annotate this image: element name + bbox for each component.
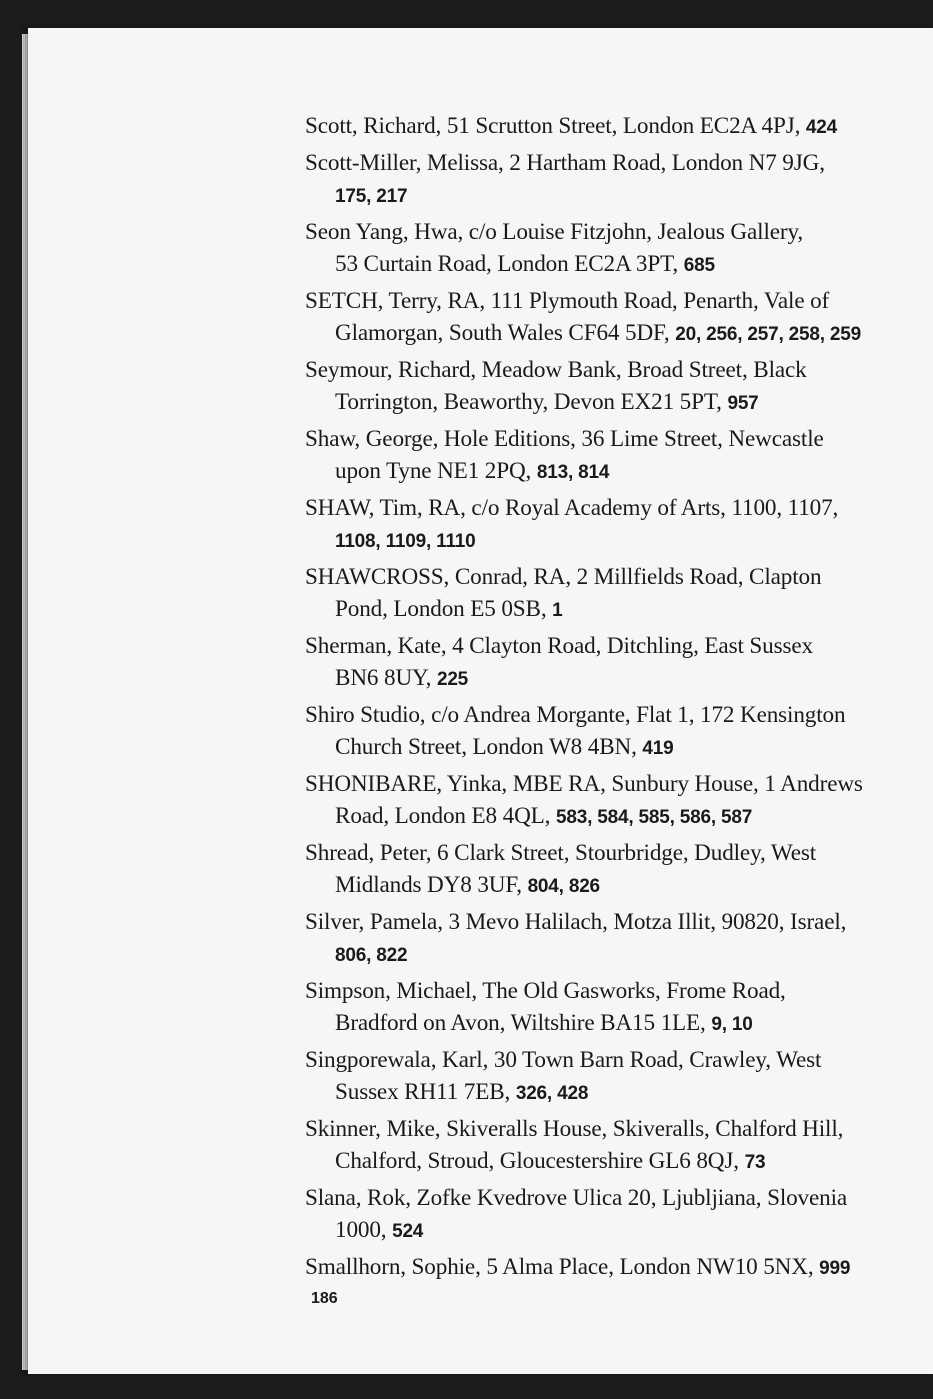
entry-text: SHONIBARE, Yinka, MBE RA, Sunbury House, 1 Andrews bbox=[305, 770, 863, 797]
index-entry bbox=[305, 630, 905, 697]
index-entry bbox=[305, 1044, 905, 1111]
index-entry bbox=[305, 147, 905, 214]
entry-page-numbers: 419 bbox=[642, 738, 674, 759]
entry-page-numbers: 424 bbox=[805, 117, 837, 138]
entry-text: Scott-Miller, Melissa, 2 Hartham Road, London N7 9JG, bbox=[305, 149, 825, 176]
entry-text: 1000, bbox=[335, 1217, 393, 1243]
index-entry bbox=[305, 110, 905, 145]
entry-text: Shaw, George, Hole Editions, 36 Lime Street, Newcastle bbox=[305, 425, 824, 452]
entry-text: Scott, Richard, 51 Scrutton Street, London EC2A 4PJ, bbox=[305, 113, 806, 139]
entry-text: Skinner, Mike, Skiveralls House, Skiveralls, Chalford Hill, bbox=[305, 1115, 844, 1142]
entry-text: Road, London E8 4QL, bbox=[335, 803, 556, 829]
index-entry bbox=[305, 1113, 905, 1180]
entry-page-numbers: 20, 256, 257, 258, 259 bbox=[675, 324, 862, 345]
entry-page-numbers: 813, 814 bbox=[536, 462, 610, 483]
entry-page-numbers: 175, 217 bbox=[335, 186, 408, 207]
entry-text: Sherman, Kate, 4 Clayton Road, Ditchling, East Sussex bbox=[305, 632, 813, 659]
entry-page-numbers: 225 bbox=[436, 669, 469, 690]
entry-text: Glamorgan, South Wales CF64 5DF, bbox=[335, 320, 676, 346]
entry-text: Church Street, London W8 4BN, bbox=[335, 734, 643, 760]
entry-text: 53 Curtain Road, London EC2A 3PT, bbox=[335, 251, 684, 277]
entry-text: Silver, Pamela, 3 Mevo Halilach, Motza Illit, 90820, Israel, bbox=[305, 908, 847, 935]
entry-text: SETCH, Terry, RA, 111 Plymouth Road, Penarth, Vale of bbox=[305, 287, 830, 314]
entry-text: SHAWCROSS, Conrad, RA, 2 Millfields Road, Clapton bbox=[305, 563, 822, 590]
entry-page-numbers: 685 bbox=[683, 255, 715, 276]
entry-text: Slana, Rok, Zofke Kvedrove Ulica 20, Ljubljiana, Slovenia bbox=[305, 1184, 848, 1211]
index-entry bbox=[305, 1182, 905, 1249]
index-entry bbox=[305, 837, 905, 904]
entry-page-numbers: 806, 822 bbox=[335, 945, 408, 966]
index-entry bbox=[305, 906, 905, 973]
index-entry bbox=[305, 492, 905, 559]
entry-page-numbers: 9, 10 bbox=[711, 1014, 753, 1035]
entry-text: Shread, Peter, 6 Clark Street, Stourbridge, Dudley, West bbox=[305, 839, 817, 866]
entry-text: Torrington, Beaworthy, Devon EX21 5PT, bbox=[335, 389, 728, 415]
entry-page-numbers: 1 bbox=[552, 600, 563, 621]
index-entry bbox=[305, 1251, 905, 1286]
index-entry bbox=[305, 561, 905, 628]
entry-text: Shiro Studio, c/o Andrea Morgante, Flat 1, 172 Kensington bbox=[305, 701, 846, 728]
index-entry-list bbox=[305, 110, 905, 1287]
index-entry bbox=[305, 975, 905, 1042]
entry-text: BN6 8UY, bbox=[335, 665, 437, 691]
entry-page-numbers: 524 bbox=[392, 1221, 424, 1242]
index-entry bbox=[305, 354, 905, 421]
entry-text: SHAW, Tim, RA, c/o Royal Academy of Arts, 1100, 1107, bbox=[305, 494, 839, 521]
index-entry bbox=[305, 285, 905, 352]
entry-text: Pond, London E5 0SB, bbox=[335, 596, 553, 622]
index-entry bbox=[305, 216, 905, 283]
entry-text: Midlands DY8 3UF, bbox=[335, 872, 528, 898]
entry-text: Chalford, Stroud, Gloucestershire GL6 8QJ, bbox=[335, 1148, 745, 1174]
entry-text: upon Tyne NE1 2PQ, bbox=[335, 458, 537, 484]
index-entry bbox=[305, 699, 905, 766]
entry-text: Simpson, Michael, The Old Gasworks, Frome Road, bbox=[305, 977, 786, 1004]
index-entry bbox=[305, 768, 905, 835]
entry-page-numbers: 999 bbox=[819, 1257, 851, 1279]
entry-text: Sussex RH11 7EB, bbox=[335, 1079, 516, 1105]
index-entry bbox=[305, 423, 905, 490]
entry-text: Singporewala, Karl, 30 Town Barn Road, Crawley, West bbox=[305, 1046, 822, 1073]
entry-text: Seon Yang, Hwa, c/o Louise Fitzjohn, Jealous Gallery, bbox=[305, 218, 804, 245]
entry-text: Smallhorn, Sophie, 5 Alma Place, London NW10 5NX, bbox=[305, 1253, 820, 1280]
entry-page-numbers: 804, 826 bbox=[527, 876, 600, 897]
page-number: 186 bbox=[311, 1290, 338, 1307]
entry-page-numbers: 326, 428 bbox=[515, 1083, 589, 1104]
entry-text: Seymour, Richard, Meadow Bank, Broad Street, Black bbox=[305, 356, 807, 383]
entry-text: Bradford on Avon, Wiltshire BA15 1LE, bbox=[335, 1010, 712, 1036]
entry-page-numbers: 957 bbox=[727, 393, 759, 414]
entry-page-numbers: 73 bbox=[744, 1152, 766, 1173]
entry-page-numbers: 1108, 1109, 1110 bbox=[335, 531, 476, 552]
entry-page-numbers: 583, 584, 585, 586, 587 bbox=[555, 807, 753, 828]
